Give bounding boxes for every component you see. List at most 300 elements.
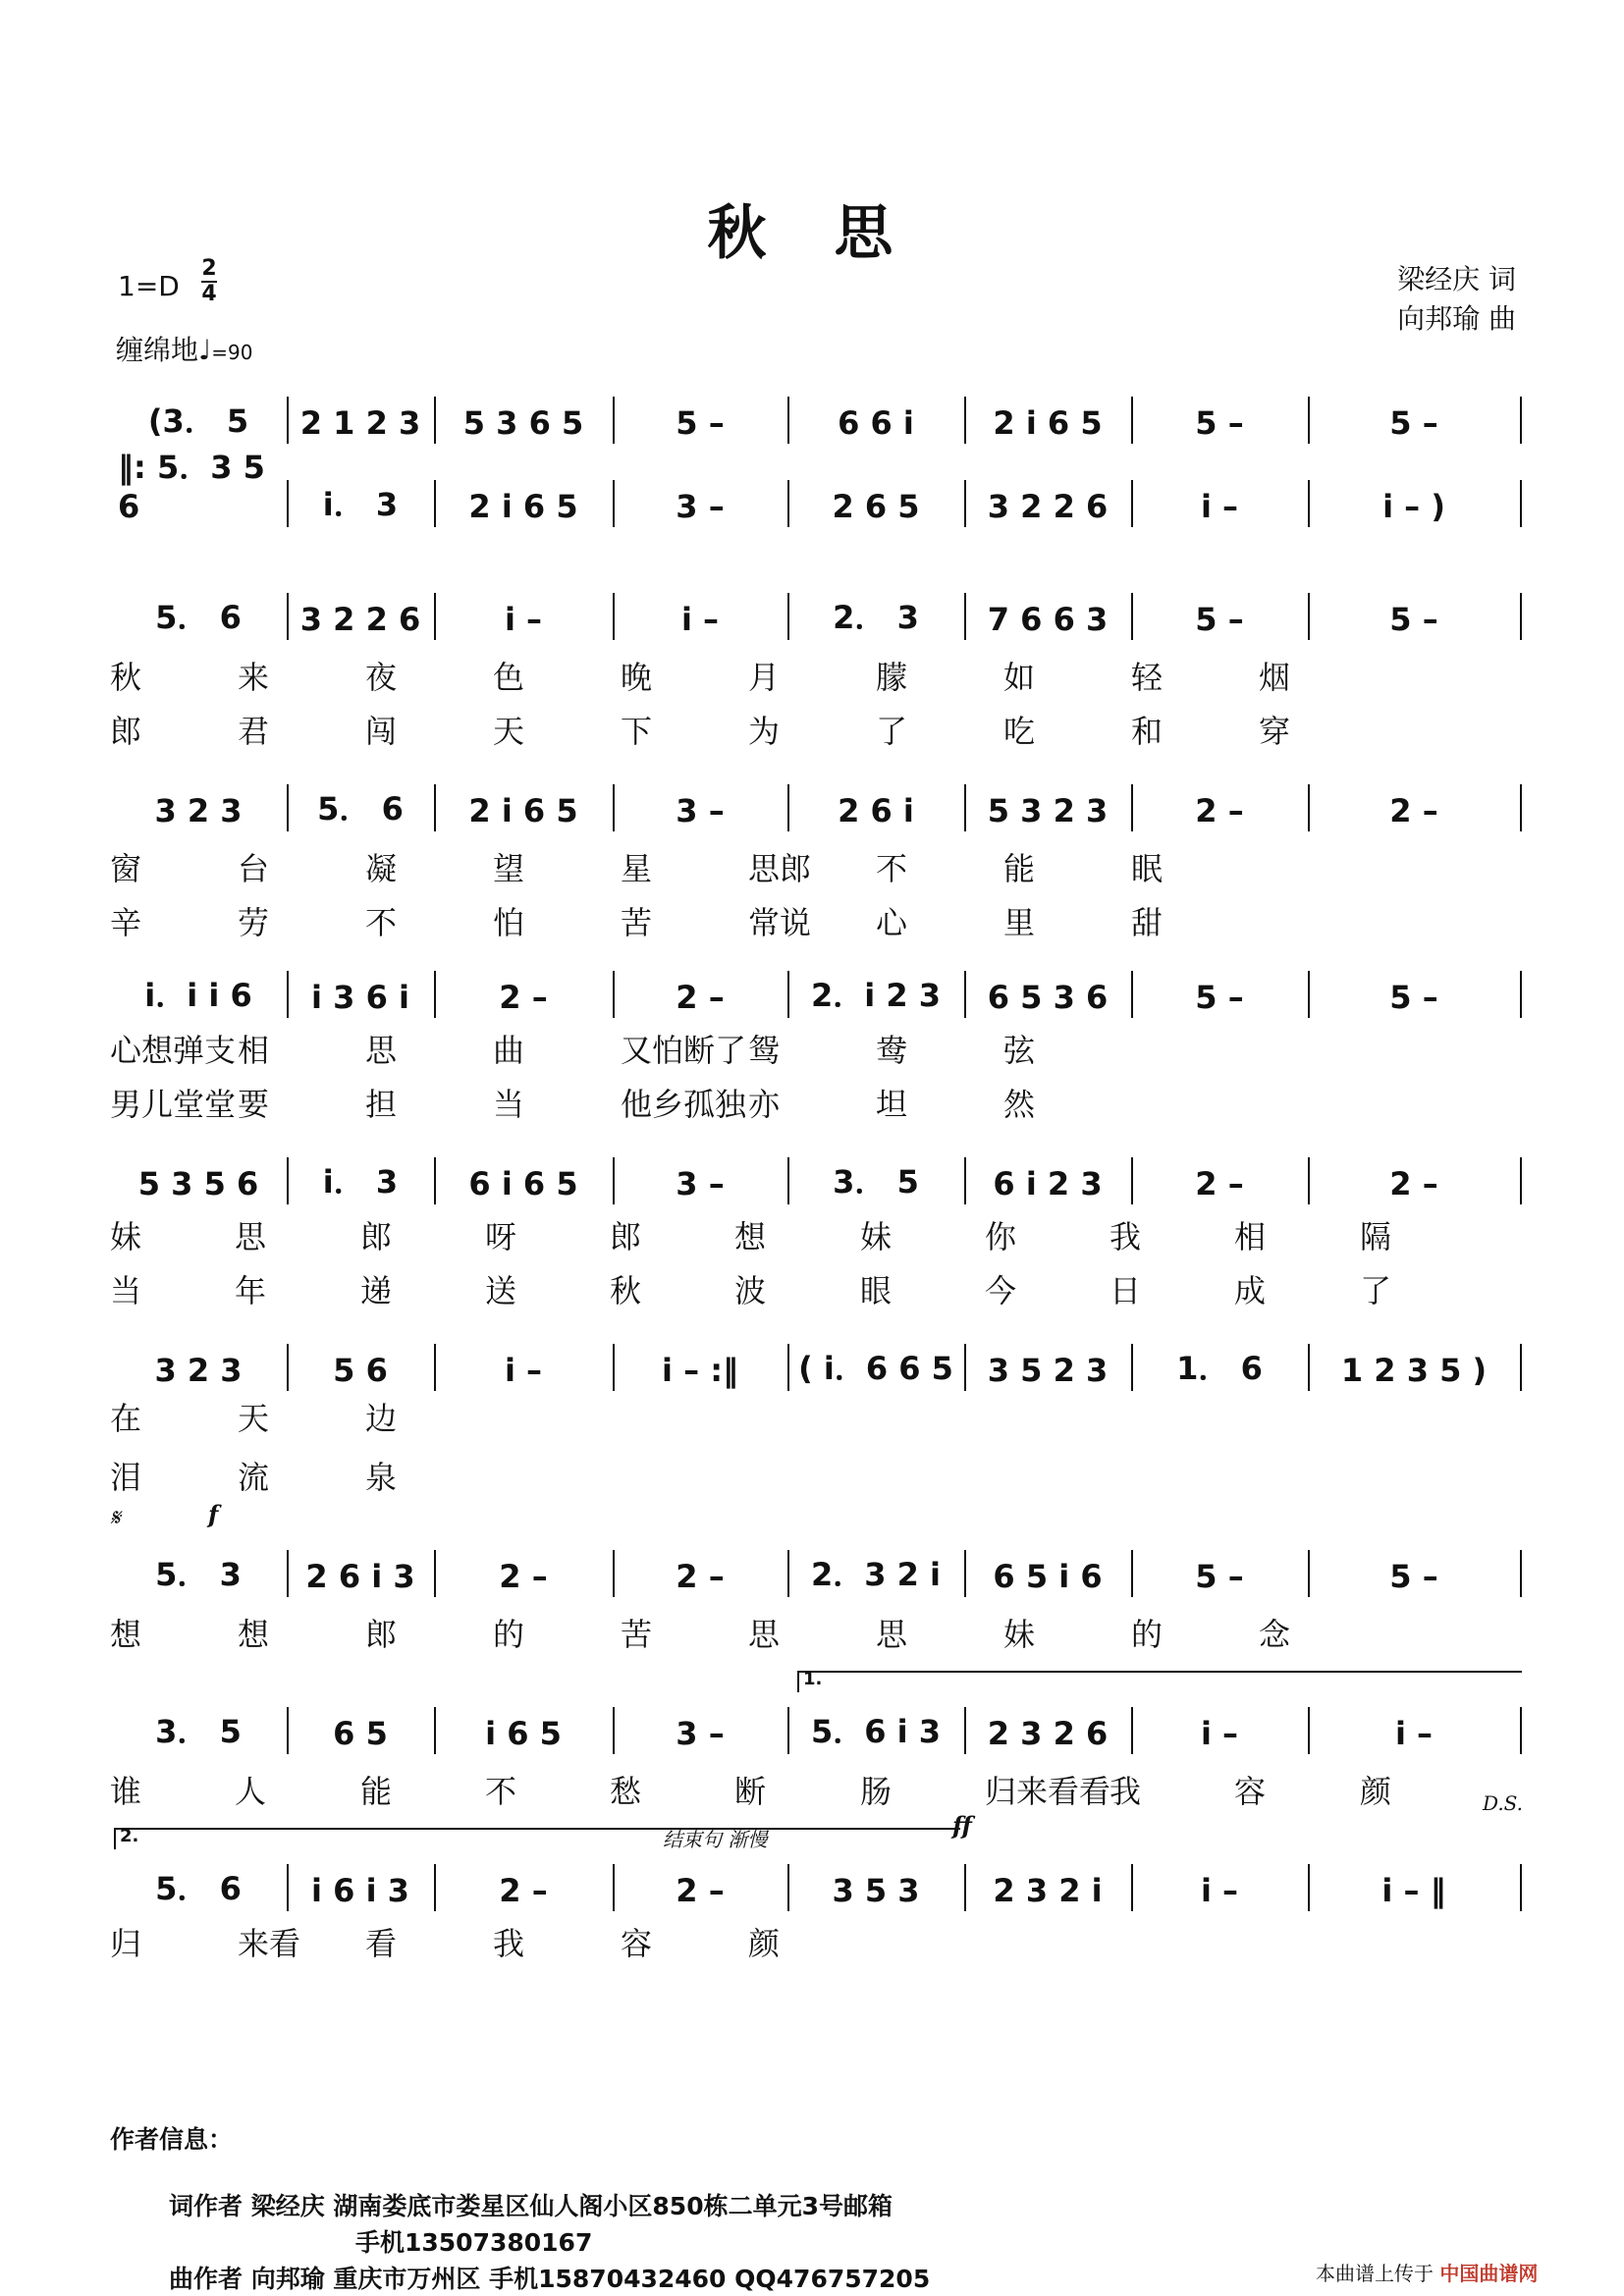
measure: 3 2 2 6 <box>299 601 421 638</box>
barline <box>613 1707 615 1754</box>
footer-brand: 中国曲谱网 <box>1439 2262 1539 2285</box>
barline <box>1520 1550 1522 1597</box>
lyric-word: 烟 <box>1259 659 1291 696</box>
lyric-word: 又怕断了 <box>621 1032 747 1069</box>
measure: 5 – <box>1195 979 1244 1016</box>
measure: 3 – <box>676 792 725 829</box>
lyric-word: 思 <box>235 1218 267 1255</box>
measure: 5 3 6 5 <box>462 404 584 442</box>
lyric-word: 轻 <box>1131 659 1164 696</box>
lyric-word: 归 <box>110 1925 142 1962</box>
lyric-word: 流 <box>238 1459 270 1496</box>
lyric-word: 郎 <box>365 1616 398 1653</box>
barline <box>287 1707 289 1754</box>
lyric-word: 日 <box>1110 1272 1142 1309</box>
barline <box>787 1550 789 1597</box>
footer-text: 本曲谱上传于 <box>1316 2262 1434 2285</box>
measure: 2 i 6 5 <box>993 404 1103 442</box>
measure: 3 2 2 6 <box>987 488 1109 525</box>
barline <box>434 1550 436 1597</box>
barline <box>287 1344 289 1391</box>
lyric-word: 下 <box>621 713 653 750</box>
lyric-word: 不 <box>485 1773 517 1810</box>
lyric-word: 递 <box>360 1272 393 1309</box>
barline <box>287 1550 289 1597</box>
barline <box>1520 1707 1522 1754</box>
measure: i．i i 6 <box>144 977 252 1014</box>
lyric-word: 亦 <box>748 1086 781 1123</box>
barline <box>1131 1864 1133 1911</box>
barline <box>787 1157 789 1204</box>
measure: ‖: 5．3 5 6 <box>118 449 265 525</box>
measure: 5． 6 <box>155 599 242 636</box>
key-label: 1=D <box>118 270 180 302</box>
measure: 3 2 3 <box>154 792 243 829</box>
lyric-word: 颜 <box>748 1925 781 1962</box>
lyric-line-5 <box>110 1026 1520 1073</box>
barline <box>964 1344 966 1391</box>
lyric-line-12 <box>110 1767 1520 1814</box>
barline <box>287 397 289 444</box>
measure: i – ) <box>1382 488 1445 525</box>
measure: 3 5 2 3 <box>987 1352 1109 1389</box>
lyric-word: 不 <box>876 850 908 887</box>
measure: 5 – <box>676 404 725 442</box>
barline <box>613 397 615 444</box>
barline <box>1308 593 1310 640</box>
lyric-word: 容 <box>1234 1773 1267 1810</box>
lyric-word: 君 <box>238 713 270 750</box>
measure: 2 – <box>676 1872 725 1909</box>
measure: 3 5 3 <box>832 1872 920 1909</box>
barline <box>287 971 289 1018</box>
measure: 2 – <box>1195 792 1244 829</box>
barline <box>787 480 789 527</box>
barline <box>434 480 436 527</box>
lyric-word: 台 <box>238 850 270 887</box>
lyric-word: 我 <box>1110 1218 1142 1255</box>
score-line-10 <box>110 1860 1520 1919</box>
measure: 7 6 6 3 <box>987 601 1109 638</box>
lyric-word: 泪 <box>110 1459 142 1496</box>
lyric-word: 年 <box>235 1272 267 1309</box>
measure: 2 – <box>1389 1165 1438 1202</box>
lyric-word: 天 <box>493 713 525 750</box>
measure: ( i．6 6 5 <box>798 1350 953 1387</box>
barline <box>287 1864 289 1911</box>
lyric-word: 思 <box>365 1032 398 1069</box>
forte-mark: f <box>208 1500 219 1528</box>
measure: 5． 3 <box>155 1556 242 1593</box>
lyric-word: 人 <box>235 1773 267 1810</box>
lyric-word: 吃 <box>1003 713 1036 750</box>
measure: i 3 6 i <box>311 979 409 1016</box>
volta-2-label: 2. <box>120 1826 139 1846</box>
lyric-word: 里 <box>1003 904 1036 941</box>
measure: 2 – <box>1389 792 1438 829</box>
measure: 5 – <box>1389 601 1438 638</box>
measure: i – <box>504 601 543 638</box>
lyric-word: 夜 <box>365 659 398 696</box>
measure: 2 – <box>499 979 548 1016</box>
measure: 2 6 i 3 <box>305 1558 415 1595</box>
barline <box>434 784 436 831</box>
measure: i – <box>680 601 720 638</box>
measure: 2 – <box>499 1872 548 1909</box>
lyric-word: 的 <box>1131 1616 1164 1653</box>
barline <box>287 784 289 831</box>
lyric-line-1 <box>110 653 1520 700</box>
barline <box>434 971 436 1018</box>
barline <box>1308 784 1310 831</box>
lyric-line-3 <box>110 844 1520 891</box>
measure: i – <box>1200 1715 1239 1752</box>
measure: 5 6 <box>333 1352 388 1389</box>
lyric-word: 看 <box>365 1925 398 1962</box>
lyric-word: 男儿堂堂 <box>110 1086 237 1123</box>
lyric-word: 当 <box>110 1272 142 1309</box>
barline <box>964 784 966 831</box>
measure: 5 – <box>1195 601 1244 638</box>
lyric-word: 星 <box>621 850 653 887</box>
lyric-word: 思 <box>876 1616 908 1653</box>
score-line-5 <box>110 967 1520 1026</box>
lyric-word: 泉 <box>365 1459 398 1496</box>
lyric-word: 能 <box>1003 850 1036 887</box>
barline <box>964 1550 966 1597</box>
lyricist-info: 词作者 梁经庆 湖南娄底市娄星区仙人阁小区850栋二单元3号邮箱 <box>169 2192 893 2220</box>
lyric-word: 心想弹支 <box>110 1032 237 1069</box>
barline <box>1520 480 1522 527</box>
measure: 6 i 6 5 <box>468 1165 578 1202</box>
lyric-word: 秋 <box>610 1272 642 1309</box>
lyric-word: 谁 <box>110 1773 142 1810</box>
measure: 5 – <box>1195 404 1244 442</box>
barline <box>964 1864 966 1911</box>
ds-mark: D.S. <box>1483 1791 1524 1815</box>
measure: 5 – <box>1389 1558 1438 1595</box>
score-line-6 <box>110 1153 1520 1212</box>
lyric-word: 我 <box>493 1925 525 1962</box>
lyric-word: 为 <box>748 713 781 750</box>
lyric-word: 苦 <box>621 904 653 941</box>
lyric-line-7 <box>110 1212 1520 1259</box>
measure: i – <box>1200 488 1239 525</box>
measure: 2． 3 <box>833 599 919 636</box>
measure: 6 6 i <box>838 404 914 442</box>
measure: i． 3 <box>322 486 399 523</box>
barline <box>787 1344 789 1391</box>
lyric-word: 眠 <box>1131 850 1164 887</box>
score-line-4 <box>110 780 1520 839</box>
barline <box>287 480 289 527</box>
barline <box>1131 1157 1133 1204</box>
barline <box>1308 1707 1310 1754</box>
author-info-heading: 作者信息： <box>110 2125 234 2154</box>
barline <box>434 1707 436 1754</box>
lyric-word: 的 <box>493 1616 525 1653</box>
measure: 5．6 i 3 <box>810 1713 942 1750</box>
measure: i 6 5 <box>485 1715 562 1752</box>
tempo-value: =90 <box>211 341 253 364</box>
lyric-word: 妹 <box>860 1218 893 1255</box>
lyric-word: 朦 <box>876 659 908 696</box>
lyric-word: 了 <box>876 713 908 750</box>
lyric-word: 郎 <box>360 1218 393 1255</box>
measure: 2 6 i <box>838 792 914 829</box>
barline <box>1131 1344 1133 1391</box>
measure: 2 1 2 3 <box>299 404 421 442</box>
barline <box>1308 1550 1310 1597</box>
lyric-word: 波 <box>734 1272 767 1309</box>
score-line-2 <box>110 449 1520 535</box>
measure: 2 – <box>676 979 725 1016</box>
ending-instruction: 结束句 渐慢 <box>663 1828 768 1851</box>
lyric-word: 郎 <box>110 713 142 750</box>
lyric-word: 不 <box>365 904 398 941</box>
barline <box>787 397 789 444</box>
measure: 2 i 6 5 <box>468 792 578 829</box>
lyric-line-9 <box>110 1394 1520 1441</box>
segno-mark: 𝄋 <box>110 1504 121 1531</box>
lyric-word: 如 <box>1003 659 1036 696</box>
lyric-word: 月 <box>748 659 781 696</box>
lyric-word: 秋 <box>110 659 142 696</box>
barline <box>1520 1157 1522 1204</box>
lyric-line-11 <box>110 1610 1520 1657</box>
lyric-word: 色 <box>493 659 525 696</box>
lyric-word: 你 <box>985 1218 1017 1255</box>
barline <box>1520 397 1522 444</box>
barline <box>1520 971 1522 1018</box>
lyric-word: 肠 <box>860 1773 893 1810</box>
lyric-word: 他乡孤独 <box>621 1086 747 1123</box>
measure: 3 – <box>676 1715 725 1752</box>
lyric-word: 想 <box>238 1616 270 1653</box>
barline <box>287 1157 289 1204</box>
lyric-word: 郎 <box>610 1218 642 1255</box>
barline <box>1308 971 1310 1018</box>
measure: 5 3 5 6 <box>137 1165 259 1202</box>
measure: 5． 6 <box>317 790 404 828</box>
score-line-7 <box>110 1340 1520 1399</box>
measure: 2 – <box>499 1558 548 1595</box>
lyric-word: 归来看看 <box>985 1773 1111 1810</box>
lyric-word: 望 <box>493 850 525 887</box>
barline <box>1520 1344 1522 1391</box>
barline <box>1520 1864 1522 1911</box>
barline <box>964 971 966 1018</box>
footer <box>1316 2258 1538 2286</box>
lyric-word: 了 <box>1360 1272 1392 1309</box>
barline <box>613 1157 615 1204</box>
measure: 2 3 2 i <box>993 1872 1103 1909</box>
barline <box>964 1707 966 1754</box>
lyric-word: 思郎 <box>748 850 812 887</box>
barline <box>434 1864 436 1911</box>
barline <box>434 1157 436 1204</box>
lyric-word: 相 <box>238 1032 270 1069</box>
lyric-word: 晚 <box>621 659 653 696</box>
barline <box>613 1550 615 1597</box>
composer-info: 曲作者 向邦瑜 重庆市万州区 手机15870432460 QQ476757205 <box>169 2265 931 2293</box>
score-line-3 <box>110 589 1520 648</box>
score-line-8 <box>110 1546 1520 1605</box>
barline <box>787 1864 789 1911</box>
lyric-word: 我 <box>1110 1773 1142 1810</box>
measure: 2．3 2 i <box>810 1556 942 1593</box>
lyric-word: 断 <box>734 1773 767 1810</box>
measure: i – <box>1200 1872 1239 1909</box>
lyric-word: 相 <box>1234 1218 1267 1255</box>
barline <box>964 593 966 640</box>
fortissimo-mark: ff <box>952 1811 972 1840</box>
lyric-line-13 <box>110 1919 1520 1966</box>
measure: i． 3 <box>322 1163 399 1201</box>
barline <box>964 397 966 444</box>
measure: (3． 5 <box>147 402 249 440</box>
lyricist-credit: 梁经庆 词 <box>1397 263 1516 295</box>
measure: 6 5 <box>333 1715 388 1752</box>
measure: 1 2 3 5 ) <box>1340 1352 1488 1389</box>
measure: 2 3 2 6 <box>987 1715 1109 1752</box>
measure: 5 – <box>1389 404 1438 442</box>
lyric-line-4 <box>110 898 1520 945</box>
tempo-text: 缠绵地 <box>116 334 199 366</box>
measure: 2 – <box>676 1558 725 1595</box>
lyric-word: 眼 <box>860 1272 893 1309</box>
lyric-line-8 <box>110 1266 1520 1313</box>
score-line-9 <box>110 1703 1520 1762</box>
lyric-word: 心 <box>876 904 908 941</box>
barline <box>613 1344 615 1391</box>
barline <box>1131 480 1133 527</box>
lyric-word: 成 <box>1234 1272 1267 1309</box>
measure: 3． 5 <box>155 1713 242 1750</box>
time-denominator: 4 <box>201 282 217 306</box>
measure: i – <box>1394 1715 1434 1752</box>
lyricist-phone: 手机13507380167 <box>355 2228 593 2257</box>
barline <box>1308 397 1310 444</box>
lyric-word: 闯 <box>365 713 398 750</box>
measure: 2 6 5 <box>832 488 920 525</box>
barline <box>1520 593 1522 640</box>
measure: 3 2 3 <box>154 1352 243 1389</box>
measure: i – :‖ <box>661 1352 739 1389</box>
barline <box>787 971 789 1018</box>
lyric-line-6 <box>110 1080 1520 1127</box>
lyric-word: 要 <box>238 1086 270 1123</box>
lyric-word: 怕 <box>493 904 525 941</box>
measure: 2 i 6 5 <box>468 488 578 525</box>
lyric-word: 想 <box>110 1616 142 1653</box>
lyric-word: 隔 <box>1360 1218 1392 1255</box>
lyric-word: 念 <box>1259 1616 1291 1653</box>
barline <box>964 480 966 527</box>
measure: i – ‖ <box>1381 1872 1446 1909</box>
barline <box>1520 784 1522 831</box>
lyric-word: 和 <box>1131 713 1164 750</box>
barline <box>1308 480 1310 527</box>
measure: 6 5 i 6 <box>993 1558 1103 1595</box>
barline <box>1131 397 1133 444</box>
volta-1-label: 1. <box>803 1669 823 1689</box>
barline <box>434 1344 436 1391</box>
measure: 5 – <box>1195 1558 1244 1595</box>
lyric-word: 当 <box>493 1086 525 1123</box>
lyric-word: 送 <box>485 1272 517 1309</box>
barline <box>434 593 436 640</box>
lyric-word: 苦 <box>621 1616 653 1653</box>
lyric-word: 常说 <box>748 904 812 941</box>
lyric-word: 穿 <box>1259 713 1291 750</box>
lyric-word: 弦 <box>1003 1032 1036 1069</box>
measure: i 6 i 3 <box>311 1872 409 1909</box>
barline <box>1308 1864 1310 1911</box>
measure: 6 i 2 3 <box>993 1165 1103 1202</box>
measure: 3 – <box>676 1165 725 1202</box>
measure: 5． 6 <box>155 1870 242 1907</box>
composer-credit: 向邦瑜 曲 <box>1397 302 1516 335</box>
lyric-word: 妹 <box>1003 1616 1036 1653</box>
barline <box>964 1157 966 1204</box>
lyric-word: 能 <box>360 1773 393 1810</box>
barline <box>1308 1157 1310 1204</box>
measure: 5 – <box>1389 979 1438 1016</box>
lyric-word: 天 <box>238 1400 270 1437</box>
measure: 3． 5 <box>833 1163 919 1201</box>
lyric-word: 坦 <box>876 1086 908 1123</box>
lyric-word: 思 <box>748 1616 781 1653</box>
page-title: 秋 思 <box>707 199 917 268</box>
measure: 1． 6 <box>1176 1350 1263 1387</box>
lyric-word: 来看 <box>238 1925 301 1962</box>
barline <box>613 593 615 640</box>
lyric-word: 然 <box>1003 1086 1036 1123</box>
barline <box>613 1864 615 1911</box>
lyric-word: 呀 <box>485 1218 517 1255</box>
lyric-word: 鸳 <box>748 1032 781 1069</box>
lyric-word: 今 <box>985 1272 1017 1309</box>
barline <box>1131 784 1133 831</box>
lyric-word: 想 <box>734 1218 767 1255</box>
lyric-word: 愁 <box>610 1773 642 1810</box>
volta-1-bracket <box>797 1671 1522 1692</box>
lyric-word: 窗 <box>110 850 142 887</box>
lyric-word: 在 <box>110 1400 142 1437</box>
lyric-word: 甜 <box>1131 904 1164 941</box>
barline <box>434 397 436 444</box>
lyric-line-10 <box>110 1453 1520 1500</box>
quarter-note-icon: ♩ <box>198 334 212 366</box>
barline <box>1131 1707 1133 1754</box>
barline <box>1131 593 1133 640</box>
barline <box>613 971 615 1018</box>
measure: 2．i 2 3 <box>810 977 942 1014</box>
lyric-word: 容 <box>621 1925 653 1962</box>
lyric-word: 担 <box>365 1086 398 1123</box>
lyric-word: 颜 <box>1360 1773 1392 1810</box>
measure: 3 – <box>676 488 725 525</box>
barline <box>1308 1344 1310 1391</box>
barline <box>787 784 789 831</box>
barline <box>1131 1550 1133 1597</box>
barline <box>787 593 789 640</box>
lyric-word: 边 <box>365 1400 398 1437</box>
measure: 5 3 2 3 <box>987 792 1109 829</box>
volta-2-bracket <box>114 1828 960 1849</box>
lyric-word: 鸯 <box>876 1032 908 1069</box>
